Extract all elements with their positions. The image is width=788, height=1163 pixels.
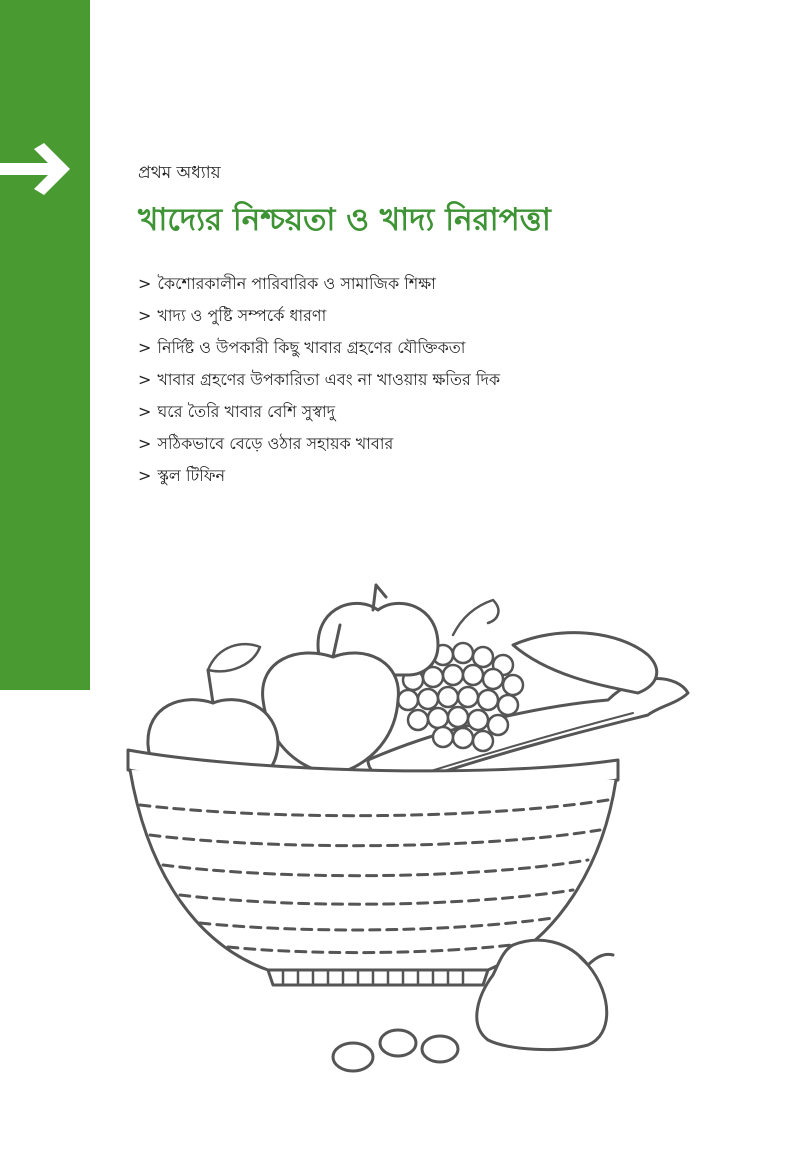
topic-text: নির্দিষ্ট ও উপকারী কিছু খাবার গ্রহণের যৌক্তিকতা xyxy=(157,338,466,357)
basket-base xyxy=(268,970,488,985)
chapter-label: প্রথম অধ্যায় xyxy=(138,163,221,183)
list-item xyxy=(138,332,500,364)
topic-text: খাদ্য ও পুষ্টি সম্পর্কে ধারণা xyxy=(157,306,327,325)
topic-text: ঘরে তৈরি খাবার বেশি সুস্বাদু xyxy=(157,402,336,421)
list-item xyxy=(138,428,500,460)
topic-marker: > xyxy=(138,370,152,389)
fruit-basket-illustration xyxy=(118,575,703,1080)
list-item xyxy=(138,396,500,428)
chapter-sidebar-band xyxy=(0,0,90,690)
topic-text: কৈশোরকালীন পারিবারিক ও সামাজিক শিক্ষা xyxy=(157,274,436,293)
list-item xyxy=(138,268,500,300)
topic-marker: > xyxy=(138,466,152,485)
topic-list xyxy=(138,268,500,492)
topic-marker: > xyxy=(138,434,152,453)
list-item xyxy=(138,300,500,332)
topic-text: স্কুল টিফিন xyxy=(157,466,226,485)
topic-marker: > xyxy=(138,338,152,357)
chapter-title: খাদ্যের নিশ্চয়তা ও খাদ্য নিরাপত্তা xyxy=(138,202,551,238)
arrow-right-icon xyxy=(0,143,72,195)
loose-grapes-illustration xyxy=(333,1030,458,1071)
topic-text: খাবার গ্রহণের উপকারিতা এবং না খাওয়ায় ক্ষতির দিক xyxy=(157,370,501,389)
list-item xyxy=(138,364,500,396)
topic-marker: > xyxy=(138,402,152,421)
topic-marker: > xyxy=(138,306,152,325)
topic-text: সঠিকভাবে বেড়ে ওঠার সহায়ক খাবার xyxy=(157,434,394,453)
list-item xyxy=(138,460,500,492)
topic-marker: > xyxy=(138,274,152,293)
